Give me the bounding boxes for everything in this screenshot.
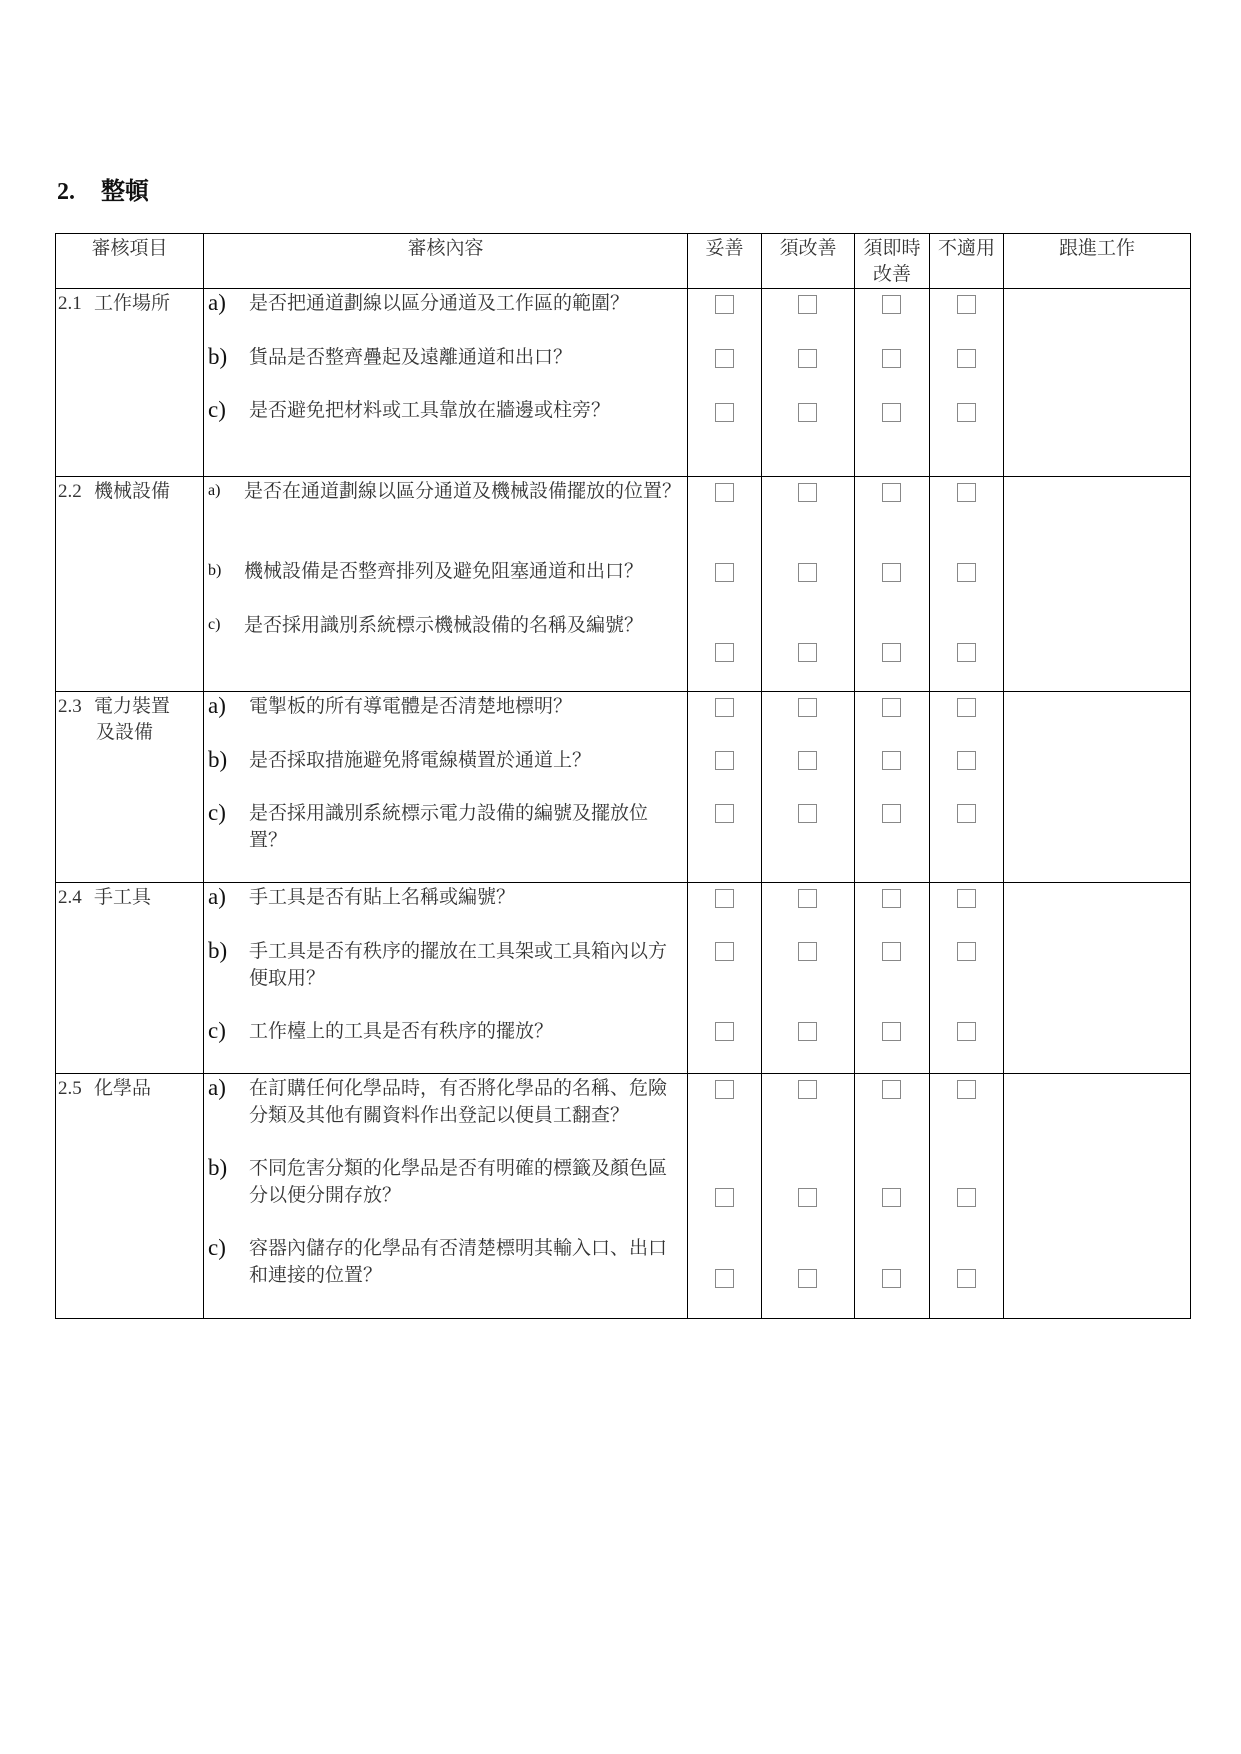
audit-item-number: 2.4	[58, 887, 82, 908]
audit-question: 是否採用識別系統標示機械設備的名稱及編號？	[244, 615, 644, 636]
not-applicable-checkbox[interactable]	[957, 942, 976, 961]
immediate-improvement-checkbox[interactable]	[882, 942, 901, 961]
list-item	[204, 1018, 687, 1045]
needs-improvement-cell	[762, 477, 855, 692]
audit-question: 是否把通道劃線以區分通道及工作區的範圍？	[249, 293, 630, 314]
audit-question: 貨品是否整齊疊起及遠離通道和出口？	[249, 347, 573, 368]
immediate-improvement-cell	[855, 289, 930, 477]
col-header-immediate-improvement	[855, 234, 930, 289]
list-item	[204, 800, 687, 854]
audit-question: 機械設備是否整齊排列及避免阻塞通道和出口？	[244, 561, 644, 582]
audit-item-label	[56, 477, 203, 505]
follow-up-cell[interactable]	[1004, 692, 1191, 883]
audit-item-name: 化學品	[94, 1078, 152, 1099]
list-item	[204, 747, 687, 774]
satisfactory-checkbox[interactable]	[715, 1080, 734, 1099]
list-item	[204, 693, 687, 720]
table-row	[56, 1074, 1191, 1319]
immediate-improvement-checkbox[interactable]	[882, 349, 901, 368]
satisfactory-checkbox[interactable]	[715, 349, 734, 368]
immediate-improvement-checkbox[interactable]	[882, 483, 901, 502]
follow-up-cell[interactable]	[1004, 883, 1191, 1074]
needs-improvement-checkbox[interactable]	[798, 349, 817, 368]
not-applicable-checkbox[interactable]	[957, 403, 976, 422]
audit-question: 是否在通道劃線以區分通道及機械設備擺放的位置？	[244, 481, 682, 502]
satisfactory-cell	[688, 477, 762, 692]
audit-item-cell	[56, 692, 204, 883]
audit-question: 手工具是否有秩序的擺放在工具架或工具箱內以方便取用？	[249, 941, 668, 989]
item-letter: a)	[208, 482, 221, 499]
not-applicable-checkbox[interactable]	[957, 1022, 976, 1041]
item-letter: c)	[208, 800, 226, 825]
item-letter: c)	[208, 616, 221, 633]
list-item	[204, 397, 687, 424]
needs-improvement-checkbox[interactable]	[798, 751, 817, 770]
needs-improvement-cell	[762, 1074, 855, 1319]
list-item	[204, 290, 687, 317]
table-row	[56, 692, 1191, 883]
item-letter: b)	[208, 562, 222, 579]
satisfactory-checkbox[interactable]	[715, 643, 734, 662]
col-header-audit-content: 審核內容	[204, 234, 688, 289]
needs-improvement-checkbox[interactable]	[798, 698, 817, 717]
list-item	[204, 938, 687, 992]
satisfactory-cell	[688, 883, 762, 1074]
immediate-improvement-checkbox[interactable]	[882, 403, 901, 422]
not-applicable-checkbox[interactable]	[957, 643, 976, 662]
not-applicable-checkbox[interactable]	[957, 563, 976, 582]
audit-item-name: 手工具	[94, 887, 152, 908]
immediate-improvement-checkbox[interactable]	[882, 804, 901, 823]
audit-content-cell	[204, 692, 688, 883]
audit-item-label	[56, 1074, 203, 1102]
audit-item-cell	[56, 1074, 204, 1319]
follow-up-cell[interactable]	[1004, 477, 1191, 692]
not-applicable-cell	[930, 289, 1004, 477]
item-letter: c)	[208, 1018, 226, 1043]
needs-improvement-checkbox[interactable]	[798, 483, 817, 502]
list-item	[204, 1075, 687, 1129]
not-applicable-checkbox[interactable]	[957, 295, 976, 314]
table-row	[56, 883, 1191, 1074]
not-applicable-checkbox[interactable]	[957, 483, 976, 502]
audit-question: 是否採用識別系統標示電力設備的編號及擺放位置？	[249, 803, 649, 851]
not-applicable-checkbox[interactable]	[957, 1269, 976, 1288]
list-item	[204, 1235, 687, 1289]
immediate-improvement-checkbox[interactable]	[882, 751, 901, 770]
audit-item-number: 2.2	[58, 481, 82, 502]
not-applicable-checkbox[interactable]	[957, 1080, 976, 1099]
audit-content-cell	[204, 289, 688, 477]
audit-question: 工作檯上的工具是否有秩序的擺放？	[249, 1021, 554, 1042]
satisfactory-checkbox[interactable]	[715, 295, 734, 314]
item-letter: b)	[208, 938, 228, 963]
audit-content-cell	[204, 1074, 688, 1319]
needs-improvement-checkbox[interactable]	[798, 804, 817, 823]
immediate-improvement-checkbox[interactable]	[882, 643, 901, 662]
audit-item-cell	[56, 883, 204, 1074]
item-letter: b)	[208, 1155, 228, 1180]
list-item	[204, 558, 687, 585]
not-applicable-checkbox[interactable]	[957, 698, 976, 717]
satisfactory-checkbox[interactable]	[715, 698, 734, 717]
audit-question: 容器內儲存的化學品有否清楚標明其輸入口、出口和連接的位置？	[249, 1238, 668, 1286]
audit-question: 電掣板的所有導電體是否清楚地標明？	[249, 696, 573, 717]
needs-improvement-checkbox[interactable]	[798, 295, 817, 314]
item-letter: b)	[208, 747, 228, 772]
audit-content-cell	[204, 883, 688, 1074]
col-header-satisfactory: 妥善	[688, 234, 762, 289]
not-applicable-cell	[930, 477, 1004, 692]
audit-item-name: 機械設備	[94, 481, 171, 502]
needs-improvement-cell	[762, 289, 855, 477]
immediate-improvement-checkbox[interactable]	[882, 563, 901, 582]
immediate-improvement-checkbox[interactable]	[882, 1188, 901, 1207]
col-header-audit-item: 審核項目	[56, 234, 204, 289]
immediate-improvement-cell	[855, 692, 930, 883]
item-letter: c)	[208, 1235, 226, 1260]
audit-item-label	[56, 289, 203, 317]
item-letter: c)	[208, 397, 226, 422]
item-letter: a)	[208, 884, 226, 909]
audit-question: 手工具是否有貼上名稱或編號？	[249, 887, 516, 908]
audit-item-number: 2.5	[58, 1078, 82, 1099]
not-applicable-cell	[930, 692, 1004, 883]
satisfactory-checkbox[interactable]	[715, 751, 734, 770]
list-item	[204, 344, 687, 371]
immediate-improvement-checkbox[interactable]	[882, 698, 901, 717]
col-header-follow-up: 跟進工作	[1004, 234, 1191, 289]
audit-item-number: 2.3	[58, 696, 82, 717]
section-number: 2.	[57, 179, 75, 205]
needs-improvement-checkbox[interactable]	[798, 643, 817, 662]
not-applicable-cell	[930, 883, 1004, 1074]
not-applicable-checkbox[interactable]	[957, 889, 976, 908]
needs-improvement-checkbox[interactable]	[798, 563, 817, 582]
col-header-immediate-line-1: 須即時	[863, 238, 921, 259]
immediate-improvement-checkbox[interactable]	[882, 295, 901, 314]
audit-item-name: 工作場所	[94, 293, 171, 314]
list-item	[204, 612, 687, 639]
not-applicable-checkbox[interactable]	[957, 1188, 976, 1207]
satisfactory-checkbox[interactable]	[715, 804, 734, 823]
satisfactory-cell	[688, 1074, 762, 1319]
immediate-improvement-checkbox[interactable]	[882, 1269, 901, 1288]
audit-item-number: 2.1	[58, 293, 82, 314]
needs-improvement-checkbox[interactable]	[798, 1188, 817, 1207]
needs-improvement-checkbox[interactable]	[798, 942, 817, 961]
satisfactory-checkbox[interactable]	[715, 1022, 734, 1041]
audit-item-name: 電力裝置	[94, 696, 171, 717]
audit-question: 是否採取措施避免將電線橫置於通道上？	[249, 750, 592, 771]
not-applicable-checkbox[interactable]	[957, 804, 976, 823]
audit-item-cell	[56, 289, 204, 477]
item-letter: a)	[208, 290, 226, 315]
needs-improvement-checkbox[interactable]	[798, 403, 817, 422]
immediate-improvement-checkbox[interactable]	[882, 1022, 901, 1041]
section-name: 整頓	[101, 179, 149, 205]
immediate-improvement-cell	[855, 1074, 930, 1319]
immediate-improvement-checkbox[interactable]	[882, 889, 901, 908]
follow-up-cell[interactable]	[1004, 289, 1191, 477]
list-item	[204, 884, 687, 911]
table-row	[56, 477, 1191, 692]
satisfactory-checkbox[interactable]	[715, 889, 734, 908]
satisfactory-checkbox[interactable]	[715, 483, 734, 502]
list-item	[204, 1155, 687, 1209]
table-header-row	[56, 234, 1191, 289]
audit-item-label	[56, 692, 203, 746]
needs-improvement-checkbox[interactable]	[798, 1269, 817, 1288]
item-letter: a)	[208, 1075, 226, 1100]
needs-improvement-checkbox[interactable]	[798, 889, 817, 908]
audit-item-name: 及設備	[96, 722, 154, 743]
audit-question: 是否避免把材料或工具靠放在牆邊或柱旁？	[249, 400, 611, 421]
audit-question: 在訂購任何化學品時，有否將化學品的名稱、危險分類及其他有關資料作出登記以便員工翻查？	[249, 1078, 668, 1126]
audit-checklist-table	[55, 233, 1191, 1319]
satisfactory-cell	[688, 692, 762, 883]
not-applicable-cell	[930, 1074, 1004, 1319]
immediate-improvement-checkbox[interactable]	[882, 1080, 901, 1099]
list-item	[204, 478, 687, 505]
section-title	[57, 171, 149, 206]
col-header-needs-improvement: 須改善	[762, 234, 855, 289]
col-header-not-applicable: 不適用	[930, 234, 1004, 289]
item-letter: a)	[208, 693, 226, 718]
audit-item-cell	[56, 477, 204, 692]
needs-improvement-cell	[762, 692, 855, 883]
audit-question: 不同危害分類的化學品是否有明確的標籤及顏色區分以便分開存放？	[249, 1158, 668, 1206]
needs-improvement-cell	[762, 883, 855, 1074]
satisfactory-cell	[688, 289, 762, 477]
satisfactory-checkbox[interactable]	[715, 403, 734, 422]
satisfactory-checkbox[interactable]	[715, 942, 734, 961]
item-letter: b)	[208, 344, 228, 369]
satisfactory-checkbox[interactable]	[715, 1269, 734, 1288]
follow-up-cell[interactable]	[1004, 1074, 1191, 1319]
satisfactory-checkbox[interactable]	[715, 1188, 734, 1207]
table-row	[56, 289, 1191, 477]
not-applicable-checkbox[interactable]	[957, 751, 976, 770]
needs-improvement-checkbox[interactable]	[798, 1080, 817, 1099]
immediate-improvement-cell	[855, 883, 930, 1074]
not-applicable-checkbox[interactable]	[957, 349, 976, 368]
audit-item-label	[56, 883, 203, 911]
immediate-improvement-cell	[855, 477, 930, 692]
col-header-immediate-line-2: 改善	[872, 264, 911, 285]
audit-content-cell	[204, 477, 688, 692]
needs-improvement-checkbox[interactable]	[798, 1022, 817, 1041]
satisfactory-checkbox[interactable]	[715, 563, 734, 582]
